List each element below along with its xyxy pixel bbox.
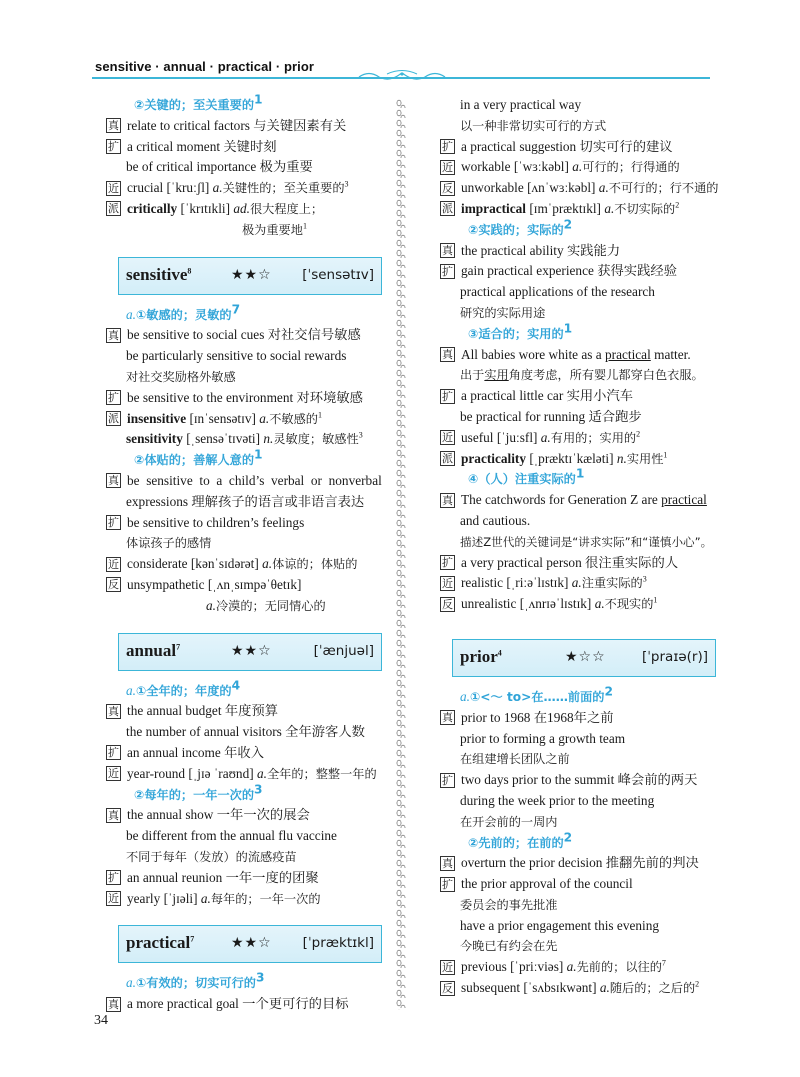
- sense-heading: ④（人）注重实际的$^1$: [468, 466, 585, 487]
- sense-heading: ②关键的；至关重要的$^1$: [134, 92, 263, 112]
- example-line: 扩 a practical little car 实用小汽车: [442, 388, 634, 404]
- example-line: 扩 an annual income 年收入: [108, 744, 264, 760]
- example-line: 在开会前的一周内: [460, 814, 558, 829]
- sense-heading: a.①有效的；切实可行的$^3$: [126, 970, 265, 991]
- example-line: 以一种非常切实可行的方式: [460, 118, 607, 133]
- example-line: 真 prior to 1968 在1968年之前: [442, 709, 614, 725]
- antonym-line-cont: a.冷漠的；无同情心的: [206, 597, 326, 613]
- tag-kuo: 扩: [108, 140, 119, 154]
- example-line: 体谅孩子的感情: [126, 536, 212, 551]
- star-rating: ★☆☆: [565, 648, 606, 665]
- example-line: 研究的实际用途: [460, 305, 546, 320]
- synonym-line: 近 useful [ˈjuːsfl] a.有用的；实用的$^2$: [442, 429, 641, 445]
- headword: practical$^7$: [126, 933, 195, 953]
- example-line: 不同于每年（发放）的流感疫苗: [126, 849, 297, 864]
- sense-heading: a.①敏感的；灵敏的$^7$: [126, 302, 241, 322]
- example-line: expressions 理解孩子的语言或非语言表达: [126, 493, 365, 509]
- headword-ipa: [ˈpraɪə(r)]: [641, 648, 708, 665]
- example-line: 扩 a critical moment 关键时刻: [108, 138, 277, 154]
- example-line: the number of annual visitors 全年游客人数: [126, 724, 365, 740]
- headword-box-annual: [118, 633, 382, 671]
- example-line: 出于实用角度考虑，所有婴儿都穿白色衣服。: [460, 368, 704, 383]
- derivative-line: 派 critically [ˈkrɪtɪkli] ad.很大程度上；: [108, 200, 324, 216]
- header-rule: [92, 77, 710, 79]
- example-line: in a very practical way: [460, 97, 582, 112]
- example-line: have a prior engagement this evening: [460, 917, 660, 933]
- star-rating: ★★☆: [231, 266, 272, 283]
- headword-box-prior: [452, 639, 716, 677]
- antonym-line: 反 unsympathetic [ˌʌnˌsɪmpəˈθetɪk]: [108, 576, 302, 592]
- example-line: 真 All babies wore white as a practical matter.: [442, 346, 691, 362]
- example-line: 今晚已有约会在先: [460, 939, 558, 954]
- sense-heading: ③适合的；实用的$^1$: [468, 321, 573, 341]
- derivative-line: 派 practicality [ˌpræktɪˈkæləti] n.实用性$^1$: [442, 450, 668, 466]
- star-rating: ★★☆: [231, 642, 272, 659]
- example-line: be of critical importance 极为重要: [126, 159, 313, 175]
- headword-ipa: [ˈsensətɪv]: [302, 266, 374, 283]
- headword: annual$^7$: [126, 640, 181, 660]
- synonym-line: 近 yearly [ˈjɪəli] a.每年的；一年一次的: [108, 890, 321, 906]
- page-number: 34: [94, 1013, 108, 1028]
- example-line: 扩 two days prior to the summit 峰会前的两天: [442, 772, 698, 788]
- example-line: 真 the annual budget 年度预算: [108, 703, 279, 719]
- antonym-line: 反 subsequent [ˈsʌbsɪkwənt] a.随后的；之后的$^2$: [442, 979, 700, 996]
- left-column: [106, 92, 388, 1015]
- header-ornament-icon: [357, 68, 447, 82]
- headword-ipa: [ˈænjuəl]: [313, 642, 374, 659]
- example-line: 真 be sensitive to a child’s verbal or nonverbal: [108, 472, 382, 488]
- headword-box-sensitive: [118, 257, 382, 295]
- sense-heading: ②实践的；实际的$^2$: [468, 217, 573, 237]
- sense-heading: a.①<～ to>在……前面的$^2$: [460, 684, 613, 704]
- example-line: 真 The catchwords for Generation Z are practical: [442, 492, 707, 508]
- example-line: 扩 the prior approval of the council: [442, 876, 633, 892]
- synonym-line: 近 workable [ˈwɜːkəbl] a.可行的；行得通的: [442, 159, 680, 175]
- right-column: [440, 95, 722, 999]
- page-header-title: sensitive · annual · practical · prior: [95, 59, 315, 74]
- example-line: 描述Z世代的关键词是“讲求实际”和“谨慎小心”。: [460, 534, 713, 549]
- synonym-line: 近 previous [ˈpriːviəs] a.先前的；以往的$^7$: [442, 958, 666, 975]
- star-rating: ★★☆: [231, 935, 272, 952]
- example-line: 委员会的事先批准: [460, 897, 558, 912]
- sense-heading: a.①全年的；年度的$^4$: [126, 678, 241, 698]
- example-line: 真 the annual show 一年一次的展会: [108, 807, 310, 823]
- example-line: practical applications of the research: [460, 284, 655, 300]
- derivative-line: 派 impractical [ɪmˈpræktɪkl] a.不切实际的$^2$: [442, 200, 680, 216]
- example-line: during the week prior to the meeting: [460, 792, 655, 808]
- example-line: 在组建增长团队之前: [460, 752, 570, 767]
- example-line: 扩 be sensitive to the environment 对环境敏感: [108, 389, 363, 405]
- example-line: be particularly sensitive to social rewards: [126, 348, 347, 364]
- sense-heading: ②先前的；在前的$^2$: [468, 830, 573, 850]
- derivative-line: sensitivity [ˌsensəˈtɪvəti] n.灵敏度；敏感性$^3$: [126, 430, 363, 447]
- example-line: 真 relate to critical factors 与关键因素有关: [108, 117, 347, 133]
- synonym-line: 近 considerate [kənˈsɪdərət] a.体谅的；体贴的: [108, 556, 358, 572]
- example-line: prior to forming a growth team: [460, 730, 626, 746]
- example-line: be different from the annual flu vaccine: [126, 828, 337, 844]
- example-line: 对社交奖励格外敏感: [126, 369, 236, 384]
- example-line: be practical for running 适合跑步: [460, 408, 642, 424]
- example-line: 真 be sensitive to social cues 对社交信号敏感: [108, 327, 361, 343]
- headword: prior$^4$: [460, 646, 502, 666]
- headword: sensitive$^8$: [126, 264, 192, 284]
- example-line: 真 the practical ability 实践能力: [442, 242, 621, 258]
- derivative-line-cont: 极为重要地$^1$: [242, 221, 307, 237]
- example-line: 真 overturn the prior decision 推翻先前的判决: [442, 855, 699, 871]
- column-divider: [396, 98, 406, 1010]
- derivative-line: 派 insensitive [ɪnˈsensətɪv] a.不敏感的$^1$: [108, 410, 322, 426]
- example-line: 扩 a practical suggestion 切实可行的建议: [442, 138, 673, 154]
- sense-heading: ②每年的；一年一次的$^3$: [134, 782, 263, 802]
- example-line: 扩 be sensitive to children’s feelings: [108, 514, 305, 530]
- synonym-line: 近 realistic [ˌriːəˈlɪstɪk] a.注重实际的$^3$: [442, 574, 647, 591]
- example-line: 扩 an annual reunion 一年一度的团聚: [108, 869, 319, 885]
- tag-jin: 近: [108, 181, 119, 195]
- example-line: 扩 a very practical person 很注重实际的人: [442, 554, 679, 570]
- synonym-line: 近 crucial [ˈkruːʃl] a.关键性的；至关重要的$^3$: [108, 179, 349, 196]
- tag-zhen: 真: [108, 119, 119, 133]
- headword-ipa: [ˈpræktɪkl]: [302, 935, 374, 952]
- example-line: 扩 gain practical experience 获得实践经验: [442, 263, 677, 279]
- sense-heading: ②体贴的；善解人意的$^1$: [134, 447, 263, 468]
- headword-box-practical: [118, 925, 382, 963]
- example-line: 真 a more practical goal 一个更可行的目标: [108, 996, 349, 1012]
- antonym-line: 反 unrealistic [ˌʌnrɪəˈlɪstɪk] a.不现实的$^1$: [442, 595, 658, 612]
- antonym-line: 反 unworkable [ʌnˈwɜːkəbl] a.不可行的；行不通的: [442, 180, 719, 196]
- synonym-line: 近 year-round [ˌjɪə ˈraʊnd] a.全年的；整整一年的: [108, 765, 377, 781]
- tag-pai: 派: [108, 202, 119, 216]
- example-line: and cautious.: [460, 512, 531, 528]
